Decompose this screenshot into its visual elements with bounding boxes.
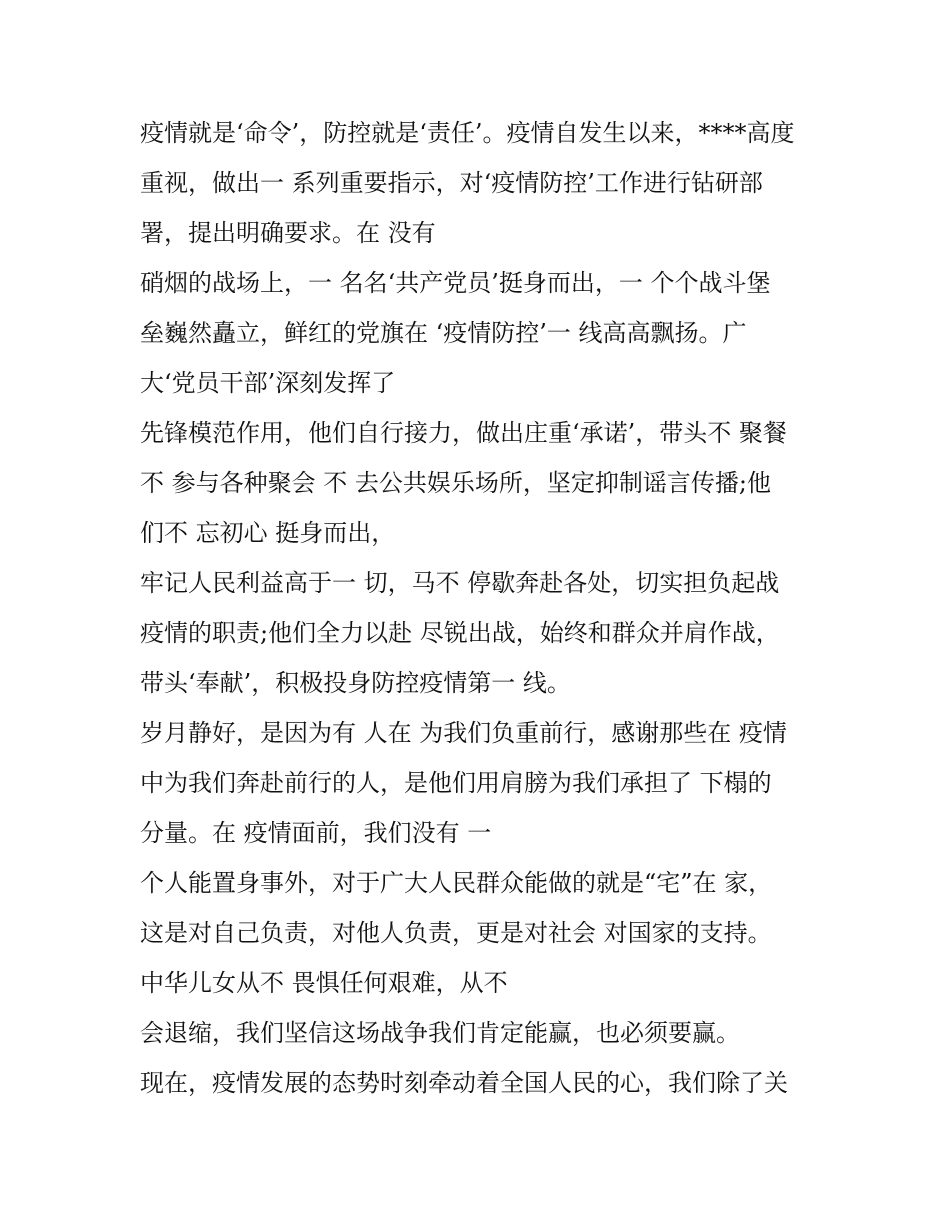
text-line: 分量。在 疫情面前，我们没有 一 — [140, 819, 492, 847]
text-line: 岁月静好，是因为有 人在 为我们负重前行，感谢那些在 疫情 — [140, 719, 787, 747]
text-line: 中为我们奔赴前行的人，是他们用肩膀为我们承担了 下榻的 — [140, 769, 772, 797]
text-line: 个人能置身事外，对于广大人民群众能做的就是“宅”在 家， — [140, 869, 773, 897]
text-line: 垒巍然矗立，鲜红的党旗在 ‘疫情防控’一 线高高飘扬。广 — [140, 319, 747, 347]
text-line: 牢记人民利益高于一 切，马不 停歇奔赴各处，切实担负起战 — [140, 569, 780, 597]
text-line: 这是对自己负责，对他人负责，更是对社会 对国家的支持。 — [140, 919, 772, 947]
text-line: 重视，做出一 系列重要指示，对‘疫情防控’工作进行钻研部 — [140, 169, 763, 197]
text-line: 现在，疫情发展的态势时刻牵动着全国人民的心，我们除了关 — [140, 1069, 788, 1097]
text-line: 会退缩，我们坚信这场战争我们肯定能赢，也必须要赢。 — [140, 1019, 740, 1047]
text-line: 疫情就是‘命令’，防控就是‘责任’。疫情自发生以来，****高度 — [140, 119, 795, 147]
text-line: 大‘党员干部’深刻发挥了 — [140, 369, 396, 397]
text-line: 不 参与各种聚会 不 去公共娱乐场所，坚定抑制谣言传播;他 — [140, 469, 771, 497]
text-line: 署，提出明确要求。在 没有 — [140, 219, 436, 247]
text-line: 中华儿女从不 畏惧任何艰难，从不 — [140, 969, 508, 997]
text-line: 疫情的职责;他们全力以赴 尽锐出战，始终和群众并肩作战， — [140, 619, 780, 647]
text-line: 们不 忘初心 挺身而出， — [140, 519, 396, 547]
document-body — [140, 108, 830, 1108]
text-line: 硝烟的战场上，一 名名‘共产党员’挺身而出，一 个个战斗堡 — [140, 269, 771, 297]
text-line: 先锋模范作用，他们自行接力，做出庄重‘承诺’，带头不 聚餐 — [140, 419, 787, 447]
text-line: 带头‘奉献’，积极投身防控疫情第一 线。 — [140, 669, 571, 697]
